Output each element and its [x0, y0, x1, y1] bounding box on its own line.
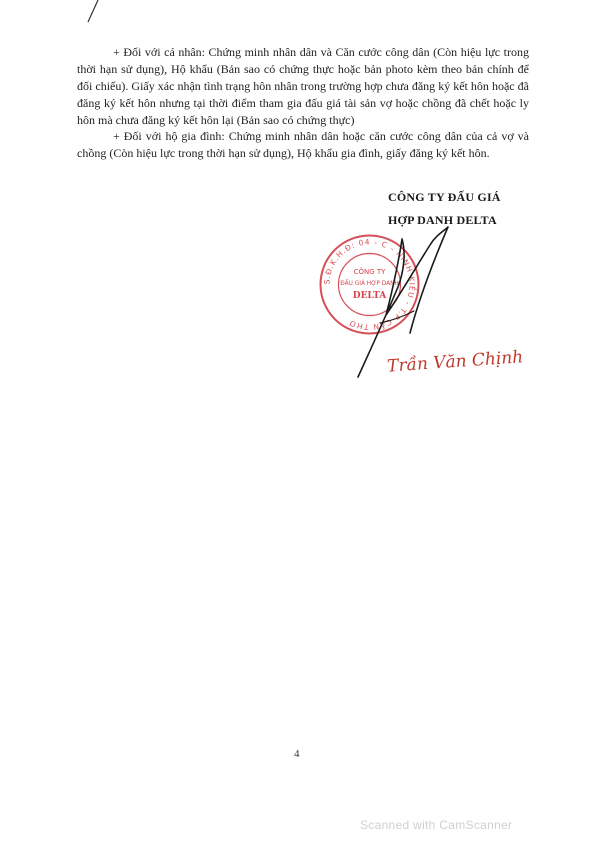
individual-requirements-paragraph [77, 44, 529, 129]
individual-requirements-text: + Đối với cá nhân: Chứng minh nhân dân và Căn cước công dân (Còn hiệu lực trong thời hạn sử dụng), Hộ khẩu (Bản sao có chứng thực hoặc bản photo kèm theo bản chính để đối chiếu). Giấy xác nhận tình trạng hôn nhân trong trường hợp chưa đăng ký kết hôn hoặc đã đăng ký kết hôn nhưng tại thời điểm tham gia đấu giá tài sản vợ hoặc chồng đã chết hoặc ly hôn mà chưa đăng ký kết hôn lại (Bản sao có chứng thực) [77, 45, 529, 127]
company-name-line-2: HỢP DANH DELTA [388, 213, 497, 227]
seal-center-line-2: ĐẤU GIÁ HỢP DANH [340, 281, 399, 287]
seal-center-line-3: DELTA [352, 291, 387, 301]
page-number: 4 [294, 748, 300, 760]
scan-edge-line [0, 0, 110, 40]
household-requirements-text: + Đối với hộ gia đình: Chứng minh nhân dân hoặc căn cước công dân của cả vợ và chồng (Còn hiệu lực trong thời hạn sử dụng), Hộ khẩu gia đình, giấy đăng ký kết hôn. [77, 129, 529, 160]
seal-center-line-1: CÔNG TY [353, 268, 386, 276]
signer-name: Trần Văn Chịnh [386, 347, 524, 377]
company-name-line-1: CÔNG TY ĐẤU GIÁ [388, 190, 501, 204]
seal-ring-text: S.Đ.K.H.Đ: 04 - C - NINH KIỀU - T.P CẦN THƠ [322, 237, 417, 332]
camscanner-watermark: Scanned with CamScanner [360, 818, 513, 832]
household-requirements-paragraph [77, 128, 529, 162]
